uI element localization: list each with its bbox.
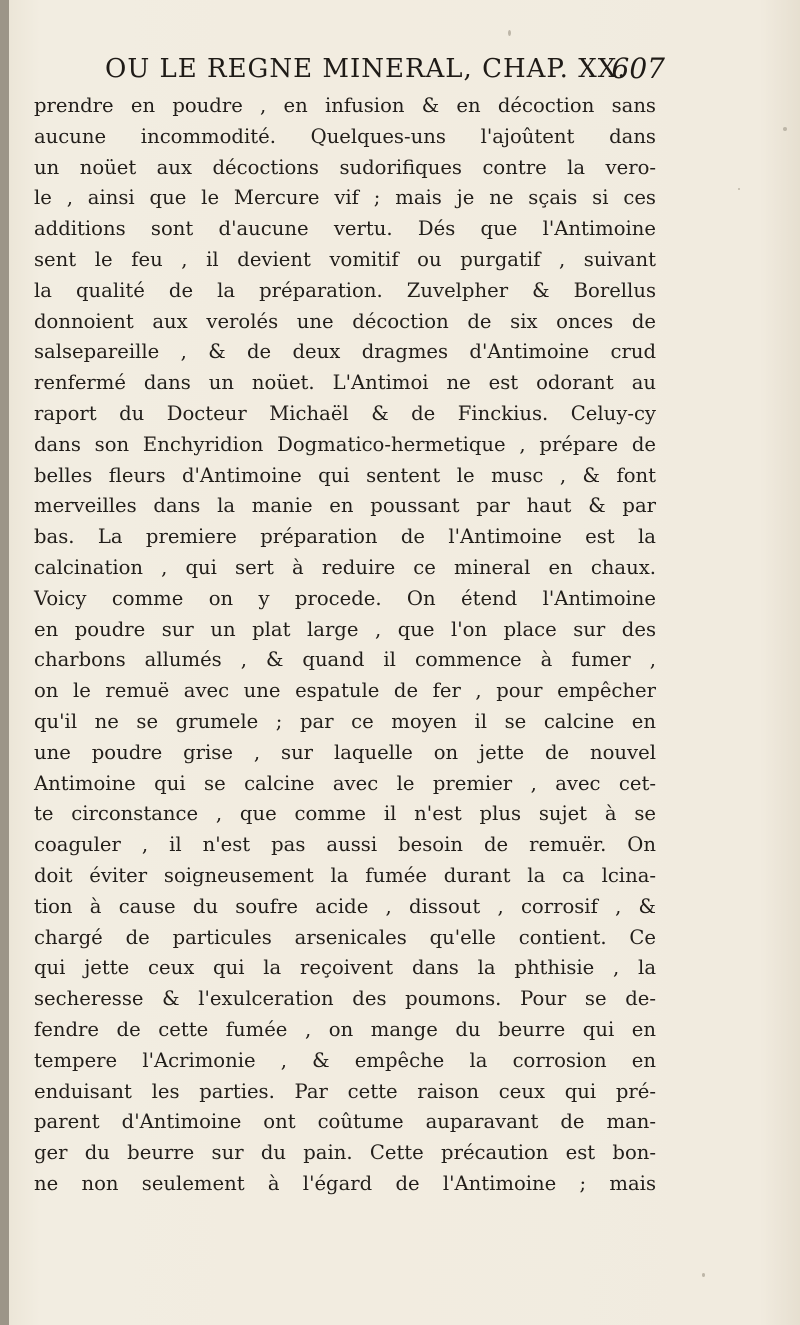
text-line: parent d'Antimoine ont coûtume auparavant de man- <box>34 1110 656 1134</box>
text-line: une poudre grise , sur laquelle on jette de nouvel <box>34 740 656 764</box>
text-line: aucune incommodité. Quelques-uns l'ajoûtent dans <box>34 124 656 148</box>
text-line: enduisant les parties. Par cette raison ceux qui pré- <box>34 1079 656 1103</box>
body-text <box>34 91 656 1200</box>
running-title: OU LE REGNE MINERAL, CHAP. XX. <box>105 54 627 84</box>
text-line: qui jette ceux qui la reçoivent dans la phthisie , la <box>34 956 656 980</box>
text-line: charbons allumés , & quand il commence à fumer , <box>34 648 656 672</box>
text-line: le , ainsi que le Mercure vif ; mais je ne sçais si ces <box>34 186 656 210</box>
text-line: bas. La premiere préparation de l'Antimoine est la <box>34 525 656 549</box>
text-line: chargé de particules arsenicales qu'elle contient. Ce <box>34 925 656 949</box>
text-line: coaguler , il n'est pas aussi besoin de remuër. On <box>34 833 656 857</box>
text-line: ne non seulement à l'égard de l'Antimoine ; mais <box>34 1171 656 1195</box>
text-line: salsepareille , & de deux dragmes d'Antimoine crud <box>34 340 656 364</box>
text-line: qu'il ne se grumele ; par ce moyen il se calcine en <box>34 709 656 733</box>
page-header <box>105 46 665 92</box>
paper-speck <box>738 188 740 190</box>
text-line: tion à cause du soufre acide , dissout , corrosif , & <box>34 894 656 918</box>
page-number: 607 <box>611 52 665 85</box>
text-line: tempere l'Acrimonie , & empêche la corrosion en <box>34 1048 656 1072</box>
text-line: calcination , qui sert à reduire ce mineral en chaux. <box>34 555 656 579</box>
text-line: ger du beurre sur du pain. Cette précaution est bon- <box>34 1141 656 1165</box>
text-line: prendre en poudre , en infusion & en décoction sans <box>34 94 656 117</box>
text-line: merveilles dans la manie en poussant par haut & par <box>34 494 656 518</box>
text-line: fendre de cette fumée , on mange du beurre qui en <box>34 1017 656 1041</box>
binding-gutter <box>0 0 9 1325</box>
text-line: dans son Enchyridion Dogmatico-hermetique , prépare de <box>34 432 656 456</box>
text-line: donnoient aux verolés une décoction de six onces de <box>34 309 656 333</box>
text-line: doit éviter soigneusement la fumée durant la ca lcina- <box>34 863 656 887</box>
paper-speck <box>702 1273 705 1277</box>
text-line: sent le feu , il devient vomitif ou purgatif , suivant <box>34 247 656 271</box>
text-line: la qualité de la préparation. Zuvelpher & Borellus <box>34 278 656 302</box>
text-line: un noüet aux décoctions sudorifiques contre la vero- <box>34 155 656 179</box>
text-line: secheresse & l'exulceration des poumons. Pour se de- <box>34 987 656 1011</box>
paper-speck <box>508 30 511 36</box>
text-line: Voicy comme on y procede. On étend l'Antimoine <box>34 586 656 610</box>
text-line: te circonstance , que comme il n'est plus sujet à se <box>34 802 656 826</box>
paper-speck <box>783 127 787 131</box>
text-line: additions sont d'aucune vertu. Dés que l'Antimoine <box>34 217 656 241</box>
text-line: Antimoine qui se calcine avec le premier , avec cet- <box>34 771 656 795</box>
text-line: on le remuë avec une espatule de fer , pour empêcher <box>34 679 656 703</box>
text-line: raport du Docteur Michaël & de Finckius. Celuy-cy <box>34 401 656 425</box>
text-line: en poudre sur un plat large , que l'on place sur des <box>34 617 656 641</box>
text-line: renfermé dans un noüet. L'Antimoi ne est odorant au <box>34 371 656 395</box>
text-line: belles fleurs d'Antimoine qui sentent le musc , & font <box>34 463 656 487</box>
